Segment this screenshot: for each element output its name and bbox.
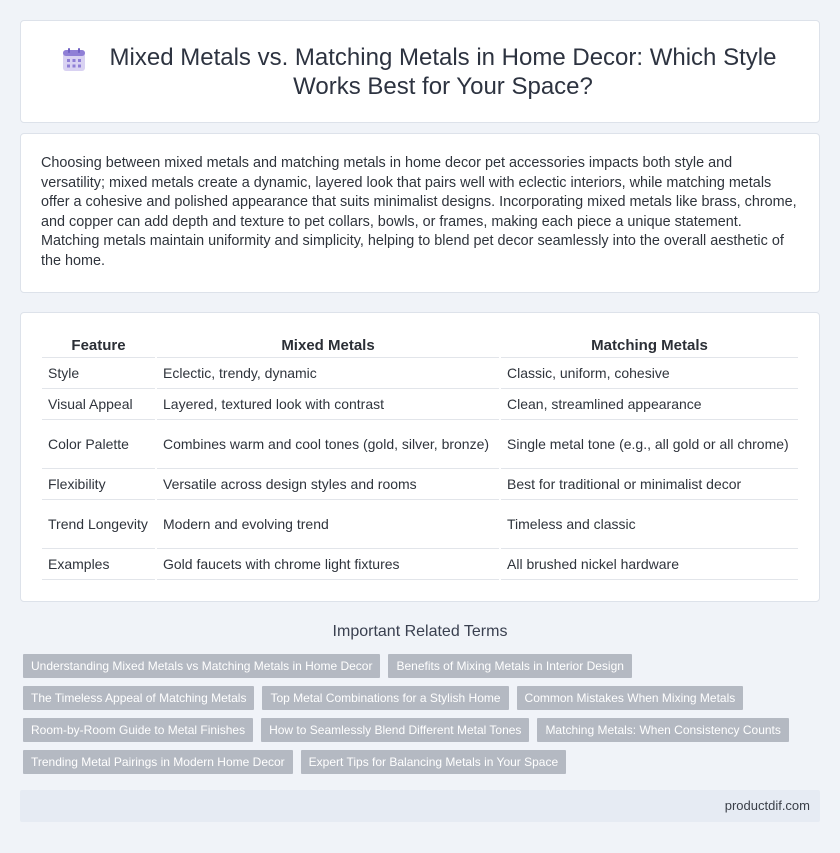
table-row — [42, 499, 798, 548]
cell-matching: Single metal tone (e.g., all gold or all chrome) — [500, 419, 798, 468]
header-matching-metals: Matching Metals — [500, 333, 798, 357]
tag-row — [23, 686, 813, 710]
footer-bar — [20, 790, 820, 822]
cell-mixed: Combines warm and cool tones (gold, silver, bronze) — [156, 419, 500, 468]
intro-paragraph: Choosing between mixed metals and matching metals in home decor pet accessories impacts both style and versatility; mixed metals create a dynamic, layered look that pairs well with eclectic interiors, while matching metals offer a cohesive and polished appearance that suits minimalist designs. Incorporating mixed metals like brass, chrome, and copper can add depth and texture to pet collars, bowls, or frames, making each piece a unique statement. Matching metals maintain uniformity and simplicity, helping to blend pet decor seamlessly into the overall aesthetic of the home. — [41, 155, 797, 269]
table-row — [42, 548, 798, 579]
cell-matching: All brushed nickel hardware — [500, 548, 798, 579]
cell-mixed: Eclectic, trendy, dynamic — [156, 357, 500, 388]
header-feature: Feature — [42, 333, 156, 357]
comparison-table — [42, 333, 798, 580]
calendar-grid-icon — [61, 47, 87, 73]
table-header-row — [42, 333, 798, 357]
comparison-card — [20, 312, 820, 602]
footer-site-name: productdif.com — [724, 798, 810, 813]
tag-row — [23, 750, 813, 774]
cell-feature: Style — [42, 357, 156, 388]
cell-feature: Visual Appeal — [42, 388, 156, 419]
cell-feature: Examples — [42, 548, 156, 579]
cell-matching: Clean, streamlined appearance — [500, 388, 798, 419]
related-term-link[interactable]: Expert Tips for Balancing Metals in Your Space — [301, 750, 566, 774]
table-row — [42, 468, 798, 499]
related-term-link[interactable]: Trending Metal Pairings in Modern Home Decor — [23, 750, 293, 774]
cell-mixed: Modern and evolving trend — [156, 499, 500, 548]
cell-feature: Flexibility — [42, 468, 156, 499]
related-terms-tags — [23, 654, 813, 782]
title-wrap — [61, 43, 779, 101]
related-term-link[interactable]: Understanding Mixed Metals vs Matching Metals in Home Decor — [23, 654, 380, 678]
cell-mixed: Layered, textured look with contrast — [156, 388, 500, 419]
related-term-link[interactable]: How to Seamlessly Blend Different Metal Tones — [261, 718, 529, 742]
table-row — [42, 419, 798, 468]
cell-matching: Best for traditional or minimalist decor — [500, 468, 798, 499]
related-term-link[interactable]: Top Metal Combinations for a Stylish Home — [262, 686, 508, 710]
header-card — [20, 20, 820, 123]
related-term-link[interactable]: Matching Metals: When Consistency Counts — [537, 718, 788, 742]
page-title: Mixed Metals vs. Matching Metals in Home Decor: Which Style Works Best for Your Space? — [109, 44, 777, 100]
tag-row — [23, 718, 813, 742]
table-row — [42, 357, 798, 388]
related-term-link[interactable]: Benefits of Mixing Metals in Interior Design — [388, 654, 631, 678]
table-row — [42, 388, 798, 419]
related-term-link[interactable]: The Timeless Appeal of Matching Metals — [23, 686, 254, 710]
cell-matching: Timeless and classic — [500, 499, 798, 548]
related-term-link[interactable]: Common Mistakes When Mixing Metals — [517, 686, 744, 710]
intro-card — [20, 133, 820, 293]
cell-matching: Classic, uniform, cohesive — [500, 357, 798, 388]
cell-feature: Color Palette — [42, 419, 156, 468]
cell-feature: Trend Longevity — [42, 499, 156, 548]
tag-row — [23, 654, 813, 678]
cell-mixed: Gold faucets with chrome light fixtures — [156, 548, 500, 579]
related-term-link[interactable]: Room-by-Room Guide to Metal Finishes — [23, 718, 253, 742]
header-mixed-metals: Mixed Metals — [156, 333, 500, 357]
cell-mixed: Versatile across design styles and rooms — [156, 468, 500, 499]
related-terms-title: Important Related Terms — [332, 623, 508, 640]
